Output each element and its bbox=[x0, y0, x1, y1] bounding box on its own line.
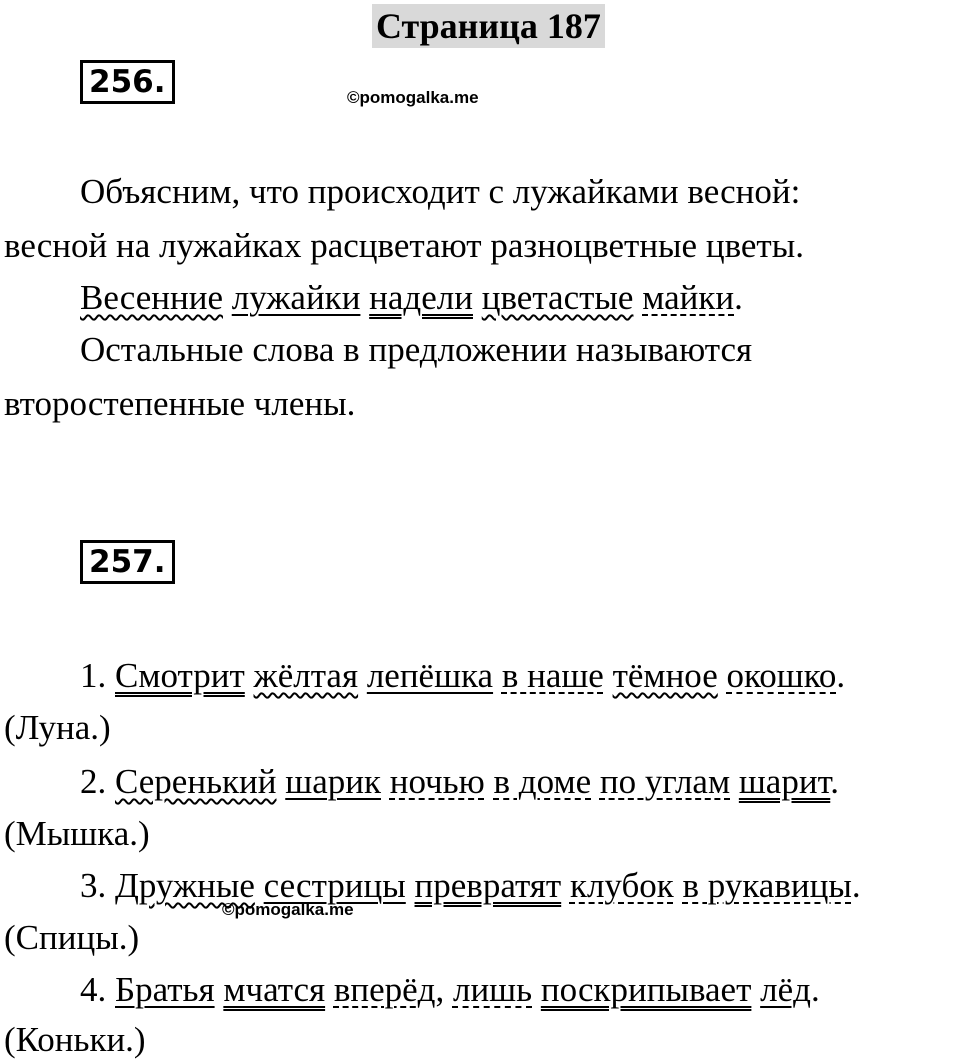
exercise-number-256: 256. bbox=[80, 60, 175, 104]
word-attribute: цветастые bbox=[481, 278, 634, 317]
word-attribute: Серенький bbox=[115, 762, 277, 801]
watermark: ©pomogalka.me bbox=[222, 900, 354, 919]
word-subject: шарик bbox=[285, 762, 381, 801]
riddle-answer: (Луна.) bbox=[4, 708, 111, 747]
riddle-4 bbox=[80, 970, 820, 1010]
word-subject: лужайки bbox=[231, 278, 361, 317]
parsed-sentence bbox=[80, 278, 743, 318]
word-object: клубок bbox=[569, 866, 674, 905]
riddle-answer: (Мышка.) bbox=[4, 814, 150, 853]
word-adverbial: вперёд bbox=[333, 970, 436, 1009]
word-adverbial: по углам bbox=[599, 762, 731, 801]
exercise-number-257: 257. bbox=[80, 540, 175, 584]
text-line: второстепенные члены. bbox=[4, 384, 356, 423]
punctuation: . bbox=[851, 866, 861, 905]
watermark: ©pomogalka.me bbox=[347, 88, 479, 107]
word-attribute: жёлтая bbox=[253, 656, 359, 695]
text-line: Объясним, что происходит с лужайками весной: bbox=[80, 172, 801, 211]
word-object: в рукавицы bbox=[682, 866, 852, 905]
word-subject: лепёшка bbox=[366, 656, 494, 695]
punctuation: . bbox=[836, 656, 846, 695]
word-attribute: Дружные bbox=[115, 866, 255, 905]
page-title: Страница 187 bbox=[372, 4, 605, 48]
word-predicate: надели bbox=[369, 278, 473, 317]
item-number: 4. bbox=[80, 970, 107, 1009]
item-number: 1. bbox=[80, 656, 107, 695]
word-subject: лёд bbox=[760, 970, 811, 1009]
word-adverbial: в наше bbox=[501, 656, 604, 695]
text-line: Остальные слова в предложении называются bbox=[80, 330, 753, 369]
riddle-answer: (Спицы.) bbox=[4, 918, 140, 957]
word-adverbial: в доме bbox=[493, 762, 592, 801]
word-predicate: поскрипывает bbox=[540, 970, 752, 1009]
riddle-answer: (Коньки.) bbox=[4, 1020, 146, 1059]
word-attribute: тёмное bbox=[612, 656, 718, 695]
word-adverbial: ночью bbox=[389, 762, 485, 801]
word-predicate: шарит bbox=[738, 762, 831, 801]
word-subject: сестрицы bbox=[263, 866, 406, 905]
word-predicate: мчатся bbox=[223, 970, 326, 1009]
riddle-1 bbox=[80, 656, 845, 696]
word-predicate: Смотрит bbox=[115, 656, 245, 695]
word-adverbial: окошко bbox=[726, 656, 837, 695]
riddle-2 bbox=[80, 762, 839, 802]
riddle-3 bbox=[80, 866, 861, 906]
word-object: майки bbox=[642, 278, 735, 317]
item-number: 2. bbox=[80, 762, 107, 801]
punctuation: . bbox=[830, 762, 839, 801]
punctuation: . bbox=[810, 970, 820, 1009]
word-adverbial: лишь bbox=[452, 970, 533, 1009]
text-line: весной на лужайках расцветают разноцветные цветы. bbox=[4, 226, 804, 265]
word-attribute: Весенние bbox=[80, 278, 223, 317]
word-subject: Братья bbox=[115, 970, 215, 1009]
punctuation: , bbox=[435, 970, 445, 1009]
punctuation: . bbox=[734, 278, 743, 317]
item-number: 3. bbox=[80, 866, 107, 905]
word-predicate: превратят bbox=[414, 866, 562, 905]
